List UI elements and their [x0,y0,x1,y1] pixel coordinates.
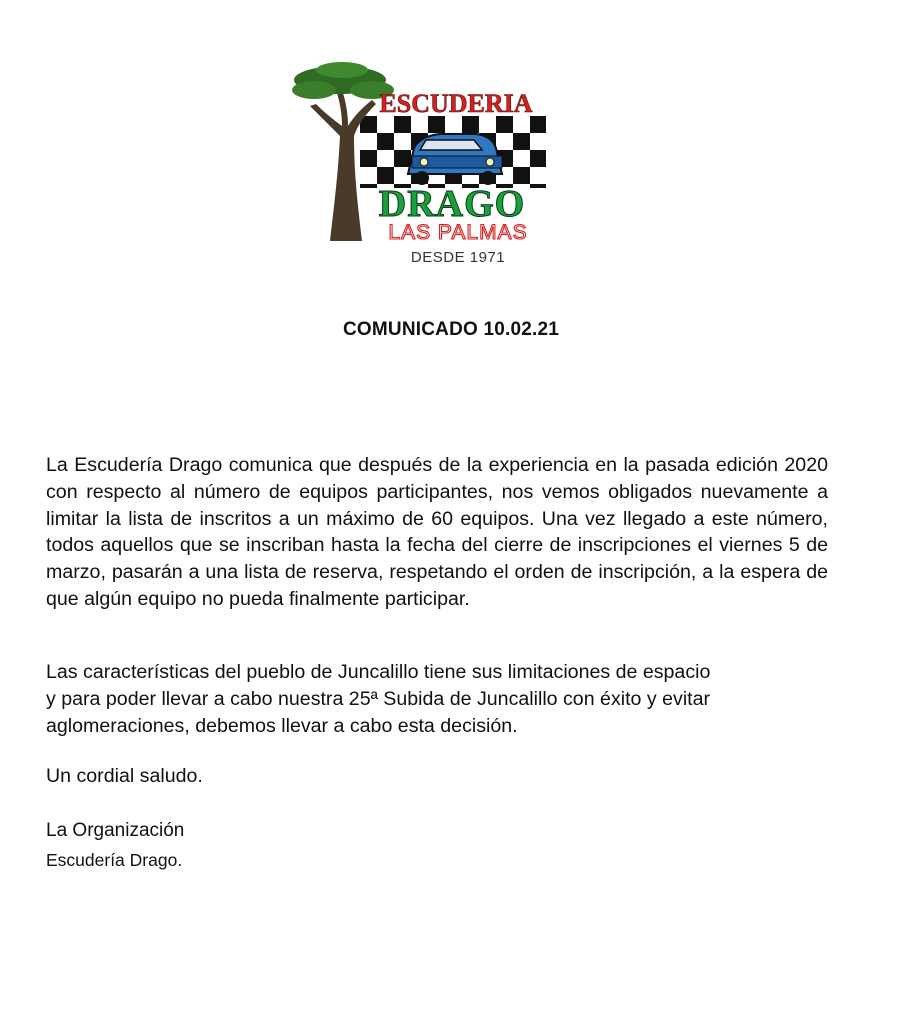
closing-greeting: Un cordial saludo. [46,765,203,787]
paragraph-1: La Escudería Drago comunica que después de la experiencia en la pasada edición 2020 con respecto al número de equipos participantes, nos vemos obligados nuevamente a limitar la lista de inscritos a un máximo de 60 equipos. Una vez llegado a este número, todos aquellos que se inscriban hasta la fecha del cierre de inscripciones el viernes 5 de marzo, pasarán a una lista de reserva, respetando el orden de inscripción, a la espera de que algún equipo no pueda finalmente participar. [46,454,828,610]
signature-organization: La Organización [46,820,185,841]
logo-since: DESDE 1971 [410,249,506,266]
logo-brand-middle: DRAGO [378,183,526,225]
document-title: COMUNICADO 10.02.21 [342,319,560,340]
paragraph-2-line-3: aglomeraciones, debemos llevar a cabo esta decisión. [46,714,518,737]
paragraph-2-line-2: y para poder llevar a cabo nuestra 25ª Subida de Juncalillo con éxito y evitar [46,687,711,710]
logo-brand-location: LAS PALMAS [388,221,528,244]
paragraph-2-line-1: Las características del pueblo de Juncalillo tiene sus limitaciones de espacio [46,661,711,683]
escuderia-drago-logo [290,56,560,266]
logo-brand-top: ESCUDERIA [379,89,533,118]
signature-name: Escudería Drago. [46,850,183,870]
paragraph-2 [46,659,846,739]
